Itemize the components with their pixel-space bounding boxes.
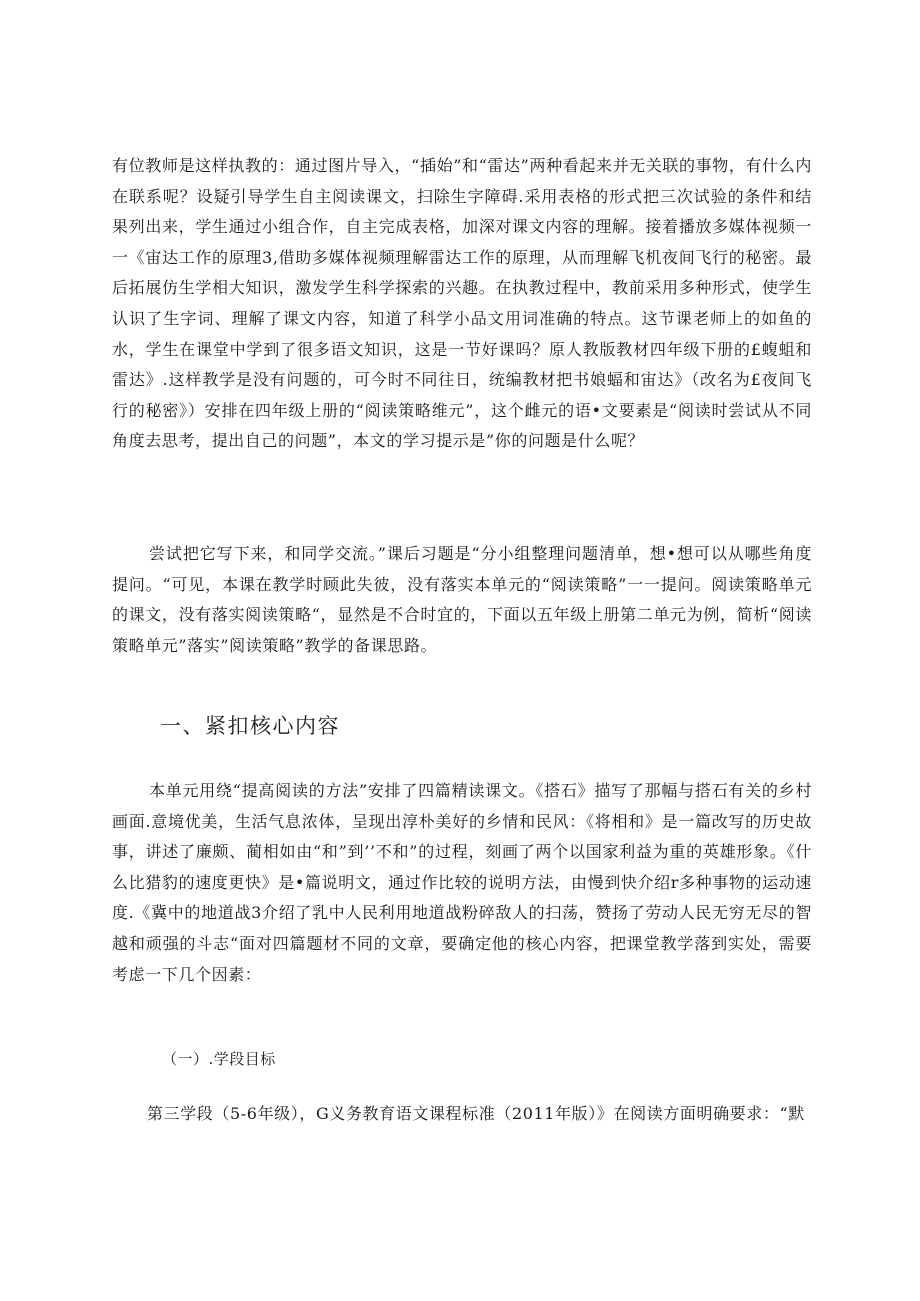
paragraph-stage-goals: 第三学段（5-6年级），G义务教育语文课程标准（2011年版）》在阅读方面明确要求：“默 [147,1104,805,1123]
section-heading: 一、紧扣核心内容 [160,714,340,738]
subsection-heading: （一）.学段目标 [162,1050,276,1068]
paragraph-analysis: 尝试把它写下来，和同学交流。”课后习题是“分小组整理问题清单，想•想可以从哪些角度提问。“可见，本课在教学时顾此失彼，没有落实本单元的“阅读策略”一一提问。阅读策略单元的课文，没有落实阅读策略“，显然是不合时宜的，下面以五年级上册第二单元为例，简析“阅读策略单元”落实”阅读策略”教学的备课思路。 [112,544,812,655]
paragraph-intro: 有位教师是这样执教的：通过图片导入，“插始”和“雷达”两种看起来并无关联的事物，有什么内在联系呢？设疑引导学生自主阅读课文，扫除生字障碍.采用表格的形式把三次试验的条件和结果列出来，学生通过小组合作，自主完成表格，加深对课文内容的理解。接着播放多媒体视频一一《宙达工作的原理3,借助多媒体视频理解雷达工作的原理，从而理解飞机夜间飞行的秘密。最后拓展仿生学相大知识，激发学生科学探索的兴趣。在执教过程中，教前采用多种形式，使学生认识了生字词、理解了课文内容，知道了科学小品文用词准确的特点。这节课老师上的如鱼的水，学生在课堂中学到了很多语文知识，这是一节好课吗？原人教版教材四年级下册的£蝮蛆和雷达》.这样教学是没有问题的，可今时不同往日，统编教材把书娘蝠和宙达》（改名为£夜间飞行的秘密》）安排在四年级上册的“阅读策略维元”，这个雌元的语•文要素是“阅读时尝试从不同角度去思考，提出自己的问题”，本文的学习提示是”你的问题是什么呢？ [112,156,812,451]
paragraph-unit-overview: 本单元用绕“提高阅读的方法”安排了四篇精读课文。《搭石》描写了那幅与搭石有关的乡村画面.意境优美，生活气息浓体，呈现出淳朴美好的乡情和民风：《将相和》是一篇改写的历史故事，讲述了廉颇、蔺相如由“和”到’’不和”的过程，刻画了两个以国家利益为重的英雄形象。《什么比猎豹的速度更快》是•篇说明文，通过作比较的说明方法，由慢到快介绍r多种事物的运动速度.《冀中的地道战3介绍了乳中人民利用地道战粉碎敌人的扫荡，赞扬了劳动人民无穷无尽的智越和顽强的斗志“面对四篇题材不同的文章，要确定他的核心内容，把课堂教学落到实处，需要考虑一下几个因素： [112,781,812,984]
